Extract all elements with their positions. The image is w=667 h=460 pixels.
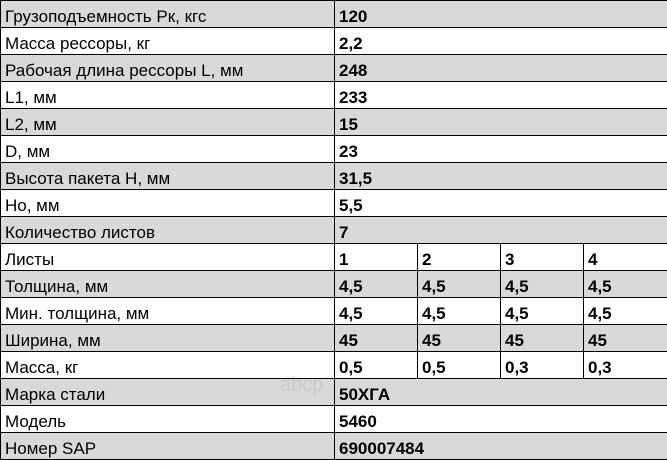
- leaf-number: 2: [418, 244, 501, 271]
- leaf-value: 4,5: [501, 271, 584, 298]
- row-label: Масса, кг: [1, 352, 335, 379]
- leaf-value: 45: [501, 325, 584, 352]
- row-label: D, мм: [1, 136, 335, 163]
- spec-row-steel-grade: [1, 379, 667, 406]
- leaf-value: 0,5: [335, 352, 418, 379]
- row-value: 31,5: [335, 163, 667, 190]
- row-label: Листы: [1, 244, 335, 271]
- spec-row-load-capacity: [1, 1, 667, 28]
- spec-row-sap-number: [1, 433, 667, 460]
- leaf-value: 4,5: [418, 298, 501, 325]
- row-label: Мин. толщина, мм: [1, 298, 335, 325]
- leaf-value: 4,5: [584, 298, 667, 325]
- leaf-row-width: [1, 325, 667, 352]
- row-label: L1, мм: [1, 82, 335, 109]
- leaf-value: 45: [418, 325, 501, 352]
- leaf-row-min-thickness: [1, 298, 667, 325]
- spec-row-pack-height: [1, 163, 667, 190]
- leaf-value: 0,5: [418, 352, 501, 379]
- row-value: 2,2: [335, 28, 667, 55]
- spec-row-d: [1, 136, 667, 163]
- leaf-value: 4,5: [418, 271, 501, 298]
- leaf-value: 45: [335, 325, 418, 352]
- leaf-value: 0,3: [501, 352, 584, 379]
- row-label: Номер SAP: [1, 433, 335, 460]
- row-label: Грузоподъемность Рк, кгс: [1, 1, 335, 28]
- row-value: 50ХГА: [335, 379, 667, 406]
- leaf-row-thickness: [1, 271, 667, 298]
- leaf-number: 4: [584, 244, 667, 271]
- leaf-number: 3: [501, 244, 584, 271]
- leaf-value: 0,3: [584, 352, 667, 379]
- row-value: 120: [335, 1, 667, 28]
- leaves-header-row: [1, 244, 667, 271]
- row-label: Толщина, мм: [1, 271, 335, 298]
- row-value: 7: [335, 217, 667, 244]
- spec-row-ho: [1, 190, 667, 217]
- row-label: Количество листов: [1, 217, 335, 244]
- row-value: 15: [335, 109, 667, 136]
- leaf-value: 4,5: [501, 298, 584, 325]
- row-value: 690007484: [335, 433, 667, 460]
- row-label: L2, мм: [1, 109, 335, 136]
- leaf-value: 4,5: [335, 271, 418, 298]
- row-label: Масса рессоры, кг: [1, 28, 335, 55]
- row-value: 248: [335, 55, 667, 82]
- leaf-row-mass: [1, 352, 667, 379]
- spec-row-spring-mass: [1, 28, 667, 55]
- spec-row-l1: [1, 82, 667, 109]
- svg-text:abcp: abcp: [280, 374, 324, 396]
- leaf-value: 45: [584, 325, 667, 352]
- row-value: 5460: [335, 406, 667, 433]
- spec-row-working-length: [1, 55, 667, 82]
- spec-row-leaf-count: [1, 217, 667, 244]
- row-label: Ширина, мм: [1, 325, 335, 352]
- row-value: 5,5: [335, 190, 667, 217]
- row-value: 23: [335, 136, 667, 163]
- leaf-value: 4,5: [335, 298, 418, 325]
- leaf-value: 4,5: [584, 271, 667, 298]
- leaf-number: 1: [335, 244, 418, 271]
- row-label: Рабочая длина рессоры L, мм: [1, 55, 335, 82]
- row-label: Высота пакета H, мм: [1, 163, 335, 190]
- row-label: Модель: [1, 406, 335, 433]
- row-label: Ho, мм: [1, 190, 335, 217]
- spec-row-l2: [1, 109, 667, 136]
- row-value: 233: [335, 82, 667, 109]
- row-label: Марка стали: [1, 379, 335, 406]
- spec-row-model: [1, 406, 667, 433]
